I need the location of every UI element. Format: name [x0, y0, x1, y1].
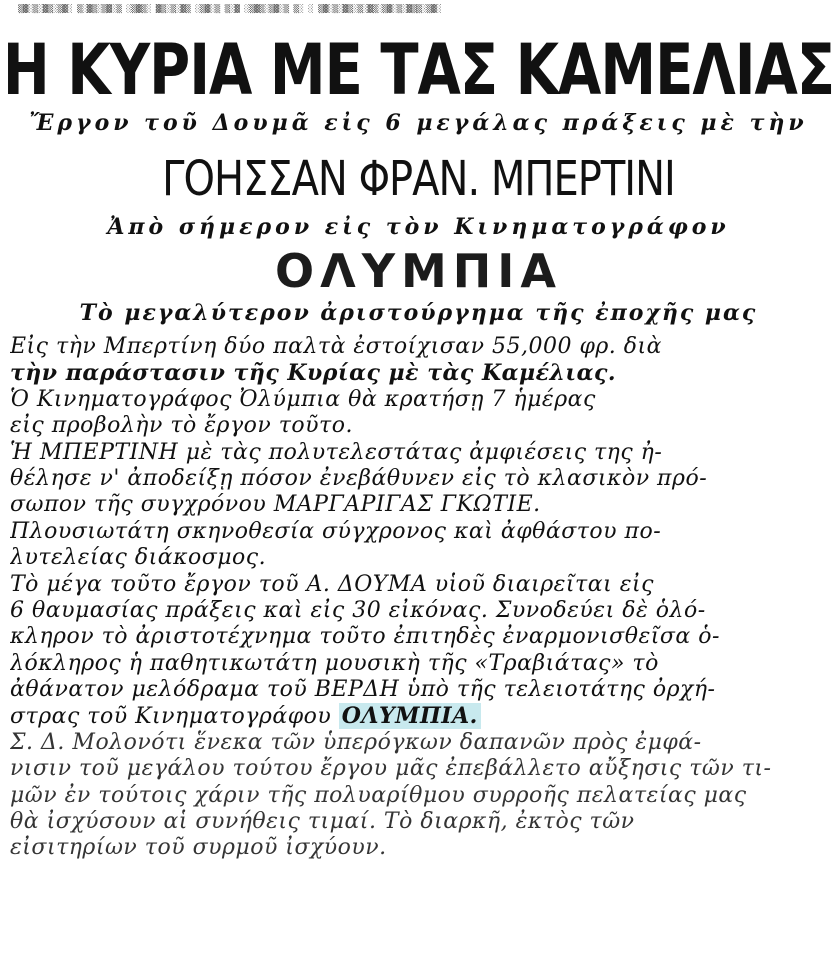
note-line: εἰσιτηρίων τοῦ συρμοῦ ἰσχύουν.: [10, 835, 387, 861]
cinema-name: ΟΛΥΜΠΙΑ: [274, 244, 562, 298]
body-line: τὴν παράστασιν τῆς Κυρίας μὲ τὰς Καμέλιας.: [10, 360, 617, 387]
tagline: Τὸ μεγαλύτερον ἀριστούργημα τῆς ἐποχῆς μας: [79, 300, 758, 326]
body-line: κληρον τὸ ἀριστοτέχνημα τοῦτο ἐπιτηδὲς ἐναρμονισθεῖσα ὁ-: [10, 624, 720, 650]
body-line-with-highlight: [10, 703, 830, 729]
note-line: μῶν ἐν τούτοις χάριν τῆς πολυαρίθμου συρροῆς πελατείας μας: [10, 782, 747, 808]
body-line: ἀθάνατον μελόδραμα τοῦ ΒΕΡΔΗ ὑπὸ τῆς τελειοτάτης ὀρχή-: [10, 677, 716, 703]
top-edge-print-noise: ▒▓░▒░▓▒░▒▓░ ▒░▓▒░▒▓░▒ ░▒▓▒░ ▓▒░▒░▓▒ ░▒▓░▒ ▒░▓ ░▒▓▒░▒▓░▒ ▒░ ░ ▒▓░▒░▓▒░▒░▓▒░▒▓░▒░▓▒▒░▒▓░: [18, 4, 441, 14]
body-line: στρας τοῦ Κινηματογράφου: [10, 704, 332, 730]
body-line: σωπον τῆς συγχρόνου ΜΑΡΓΑΡΙΓΑΣ ΓΚΩΤΙΕ.: [10, 492, 541, 518]
ad-body-text: [10, 334, 830, 862]
body-line: Ἡ ΜΠΕΡΤΙΝΗ μὲ τὰς πολυτελεστάτας ἀμφιέσεις της ἠ-: [10, 439, 663, 465]
from-today-line: Ἀπὸ σήμερον εἰς τὸν Κινηματογράφον: [107, 214, 730, 240]
body-line: λόκληρος ἡ παθητικωτάτη μουσικὴ τῆς «Τραβιάτας» τὸ: [10, 650, 659, 676]
star-name: ΓΟΗΣΣΑΝ ΦΡΑΝ. ΜΠΕΡΤΙΝΙ: [162, 152, 675, 208]
body-line: Τὸ μέγα τοῦτο ἔργον τοῦ Α. ΔΟΥΜΑ υἱοῦ διαιρεῖται εἰς: [10, 571, 654, 597]
note-line: θὰ ἰσχύσουν αἱ συνήθεις τιμαί. Τὸ διαρκῆ, ἐκτὸς τῶν: [10, 809, 635, 835]
note-line: Σ. Δ. Μολονότι ἕνεκα τῶν ὑπερόγκων δαπανῶν πρὸς ἐμφά-: [10, 729, 702, 755]
body-line: θέλησε ν' ἀποδείξῃ πόσον ἐνεβάθυνεν εἰς τὸ κλασικὸν πρό-: [10, 465, 708, 491]
body-line: Εἰς τὴν Μπερτίνη δύο παλτὰ ἐστοίχισαν 55,000 φρ. διὰ: [10, 334, 663, 359]
body-line: Πλουσιωτάτη σκηνοθεσία σύγχρονος καὶ ἀφθάστου πο-: [10, 518, 662, 544]
body-line: εἰς προβολὴν τὸ ἔργον τοῦτο.: [10, 413, 353, 439]
body-line: 6 θαυμασίας πράξεις καὶ εἰς 30 εἰκόνας. Συνοδεύει δὲ ὁλό-: [10, 597, 706, 623]
ad-title: Η ΚΥΡΙΑ ΜΕ ΤΑΣ ΚΑΜΕΛΙΑΣ: [2, 30, 835, 112]
body-line: λυτελείας διάκοσμος.: [10, 545, 267, 571]
note-line: νισιν τοῦ μεγάλου τούτου ἔργου μᾶς ἐπεβάλλετο αὔξησις τῶν τι-: [10, 756, 772, 782]
highlighted-cinema-name: ΟΛΥΜΠΙΑ.: [339, 703, 481, 729]
ad-subtitle: Ἔργον τοῦ Δουμᾶ εἰς 6 μεγάλας πράξεις μὲ τὴν: [29, 110, 808, 136]
body-line: Ὁ Κινηματογράφος Ὀλύμπια θὰ κρατήσῃ 7 ἡμέρας: [10, 386, 596, 412]
